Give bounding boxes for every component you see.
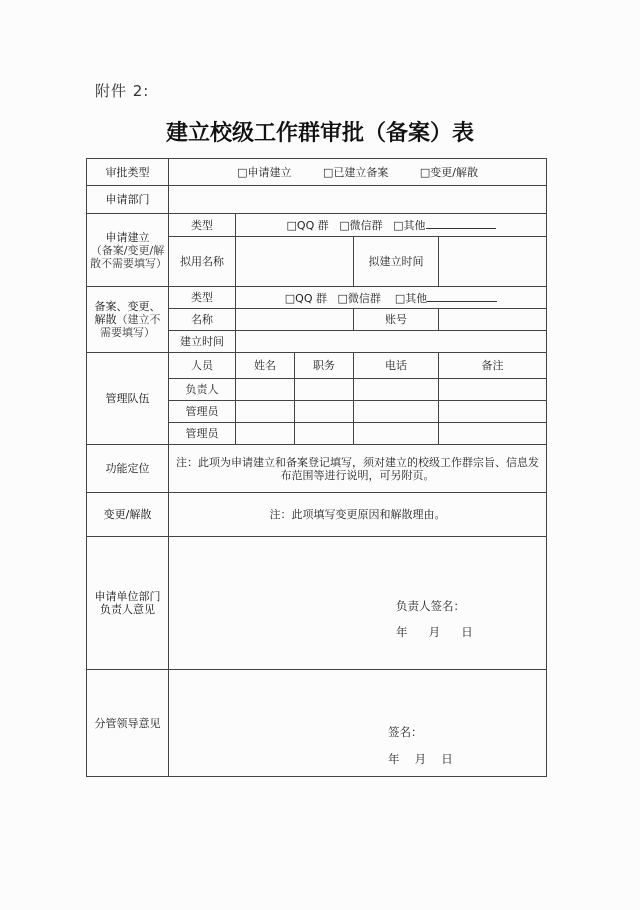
team-cell[interactable] <box>295 379 354 401</box>
team-header-remark: 备注 <box>439 353 547 379</box>
team-cell[interactable] <box>354 401 439 423</box>
team-role-admin-2: 管理员 <box>169 423 236 445</box>
function-note[interactable]: 注：此项为申请建立和备案登记填写，须对建立的校级工作群宗旨、信息发布范围等进行说明，可另附页。 <box>169 445 547 493</box>
apply-name-label: 拟用名称 <box>169 237 236 287</box>
dept-opinion-field[interactable] <box>169 537 547 670</box>
filing-type-label: 类型 <box>169 287 236 309</box>
filing-label: 备案、变更、解散 <box>94 300 161 326</box>
apply-wechat-checkbox[interactable]: □微信群 <box>339 219 383 232</box>
change-label: 变更/解散 <box>87 493 169 537</box>
team-cell[interactable] <box>439 423 547 445</box>
row-filing-type <box>87 287 547 309</box>
change-note[interactable]: 注：此项填写变更原因和解散理由。 <box>169 493 547 537</box>
apply-type-label: 类型 <box>169 214 236 237</box>
filing-name-label: 名称 <box>169 309 236 331</box>
row-approval-type <box>87 159 547 186</box>
team-cell[interactable] <box>354 423 439 445</box>
team-cell[interactable] <box>439 379 547 401</box>
apply-time-field[interactable] <box>439 237 547 287</box>
filing-account-label: 账号 <box>354 309 439 331</box>
department-field[interactable] <box>169 186 547 214</box>
row-dept-opinion <box>87 537 547 670</box>
department-label: 申请部门 <box>87 186 169 214</box>
team-role-admin-1: 管理员 <box>169 401 236 423</box>
apply-other-blank[interactable] <box>426 218 496 229</box>
team-role-leader: 负责人 <box>169 379 236 401</box>
filing-account-field[interactable] <box>439 309 547 331</box>
leader-sign-label: 签名： <box>388 725 423 739</box>
apply-label: 申请建立 <box>105 230 150 244</box>
team-cell[interactable] <box>354 379 439 401</box>
apply-sublabel: （备案/变更/解散不需要填写） <box>90 243 167 270</box>
option-change-checkbox[interactable]: □变更/解散 <box>419 165 478 179</box>
row-department <box>87 186 547 214</box>
filing-time-field[interactable] <box>236 331 547 353</box>
team-header-person: 人员 <box>169 353 236 379</box>
option-filed-checkbox[interactable]: □已建立备案 <box>322 165 389 179</box>
apply-section-label <box>87 214 169 287</box>
team-header-name: 姓名 <box>236 353 295 379</box>
filing-section-label <box>87 287 169 353</box>
row-apply-type <box>87 214 547 237</box>
leader-opinion-field[interactable] <box>169 670 547 777</box>
filing-time-label: 建立时间 <box>169 331 236 353</box>
filing-other-checkbox[interactable]: □其他 <box>394 291 428 305</box>
filing-type-options <box>236 287 547 309</box>
dept-sign-label: 负责人签名： <box>396 599 465 613</box>
team-cell[interactable] <box>439 401 547 423</box>
team-header-row <box>87 353 547 379</box>
filing-qq-checkbox[interactable]: □QQ 群 <box>284 291 327 305</box>
function-label: 功能定位 <box>87 445 169 493</box>
row-leader-opinion <box>87 670 547 777</box>
option-apply-checkbox[interactable]: □申请建立 <box>237 165 292 179</box>
page-title: 建立校级工作群审批（备案）表 <box>165 120 474 146</box>
team-header-position: 职务 <box>295 353 354 379</box>
approval-form-table <box>86 158 547 777</box>
team-label: 管理队伍 <box>87 353 169 445</box>
team-header-phone: 电话 <box>354 353 439 379</box>
dept-date-label: 年 月 日 <box>396 625 473 639</box>
leader-opinion-label: 分管领导意见 <box>87 670 169 777</box>
row-function <box>87 445 547 493</box>
team-cell[interactable] <box>236 401 295 423</box>
filing-wechat-checkbox[interactable]: □微信群 <box>337 291 381 305</box>
dept-opinion-label: 申请单位部门负责人意见 <box>87 537 169 670</box>
team-cell[interactable] <box>236 423 295 445</box>
apply-time-label: 拟建立时间 <box>354 237 439 287</box>
leader-date-label: 年 月 日 <box>388 752 453 766</box>
filing-name-field[interactable] <box>236 309 354 331</box>
filing-sublabel: （建立不需要填写） <box>100 313 161 339</box>
apply-type-options <box>236 214 547 237</box>
filing-other-blank[interactable] <box>427 291 497 302</box>
team-cell[interactable] <box>295 401 354 423</box>
team-cell[interactable] <box>236 379 295 401</box>
row-change <box>87 493 547 537</box>
team-cell[interactable] <box>295 423 354 445</box>
approval-type-options <box>169 159 547 186</box>
apply-other-checkbox[interactable]: □其他 <box>393 219 426 232</box>
attachment-label: 附件 2: <box>95 82 150 100</box>
apply-name-field[interactable] <box>236 237 354 287</box>
approval-type-label: 审批类型 <box>87 159 169 186</box>
apply-qq-checkbox[interactable]: □QQ 群 <box>286 219 329 232</box>
